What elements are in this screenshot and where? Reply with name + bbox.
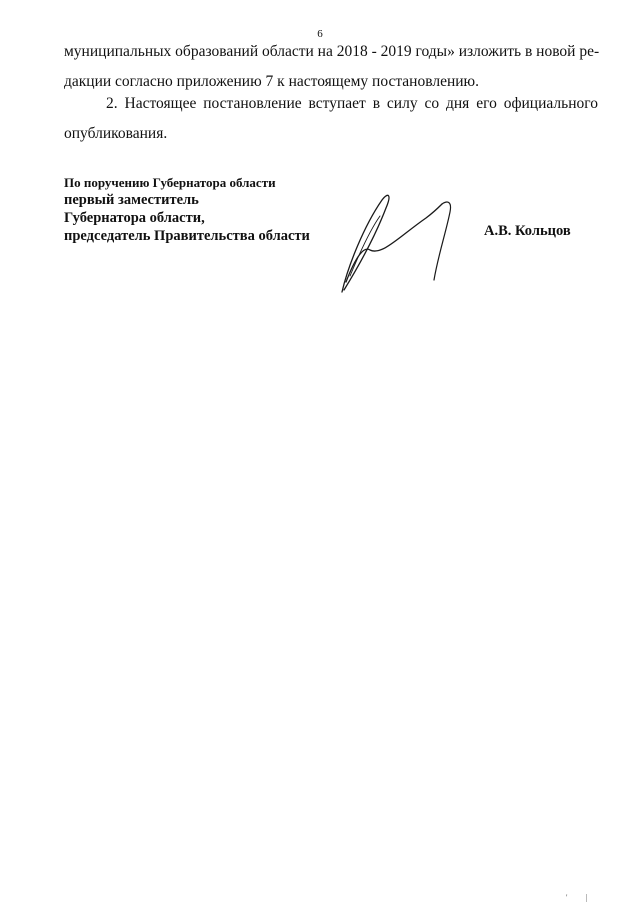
paragraph-1 xyxy=(64,37,598,97)
handwritten-signature xyxy=(330,186,470,298)
signature-block xyxy=(64,174,310,245)
signer-name: А.В. Кольцов xyxy=(484,223,571,239)
page-number: 6 xyxy=(317,28,323,40)
paragraph-1-line-1: муниципальных образований области на 2018 - 2019 годы» изложить в новой ре- xyxy=(64,43,600,60)
paragraph-2-line-1: 2. Настоящее постановление вступает в силу со дня его официального xyxy=(106,95,598,112)
signature-block-line-4: председатель Правительства области xyxy=(64,228,310,244)
paragraph-1-line-2: дакции согласно приложению 7 к настоящему постановлению. xyxy=(64,73,479,90)
corner-scan-mark: ' | xyxy=(566,893,596,902)
signature-block-line-1: По поручению Губернатора области xyxy=(64,175,276,190)
paragraph-2-line-2: опубликования. xyxy=(64,125,168,142)
signature-block-line-3: Губернатора области, xyxy=(64,210,205,226)
signature-block-line-2: первый заместитель xyxy=(64,192,199,208)
paragraph-2 xyxy=(64,89,598,149)
